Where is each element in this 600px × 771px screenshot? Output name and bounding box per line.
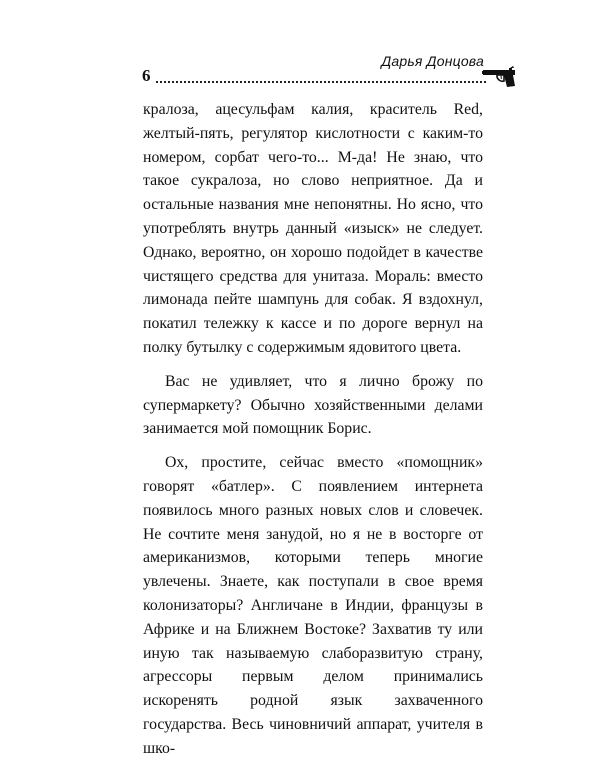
running-header bbox=[140, 44, 516, 100]
author-name: Дарья Донцова bbox=[381, 53, 484, 69]
paragraph-2: Вас не удивляет, что я лично брожу по супермаркету? Обычно хозяйственными делами занимается мой помощник Борис. bbox=[143, 372, 483, 438]
page-number: 6 bbox=[142, 66, 151, 85]
paragraph-1: кралоза, ацесульфам калия, краситель Red, желтый-пять, регулятор кислотности с каким-то номером, сорбат чего-то... М-да! Не знаю, что такое сукралоза, но слово неприятное. Да и остальные названия мне непонятны. Но ясно, что употреблять внутрь данный «изыск» не следует. Однако, вероятно, он хорошо подойдет в качестве чистящего средства для унитаза. Мораль: вместо лимонада пейте шампунь для собак. Я вздохнул, покатил тележку к кассе и по дороге вернул на полку бутылку с содержимым ядовитого цвета. bbox=[143, 101, 483, 356]
dot-leader bbox=[156, 81, 486, 83]
body-text bbox=[143, 98, 483, 771]
paragraph-3: Ох, простите, сейчас вместо «помощник» говорят «батлер». С появлением интернета появилось много разных новых слов и словечек. Не сочтите меня занудой, но я не в восторге от американизмов, которыми теперь многие увлечены. Знаете, как поступали в свое время колонизаторы? Англичане в Индии, французы в Африке и на Ближнем Востоке? Захватив ту или иную так называемую слаборазвитую страну, агрессоры первым делом принимались искоренять родной язык захваченного государства. Весь чиновничий аппарат, учителя в шко- bbox=[143, 454, 483, 757]
pistol-icon bbox=[482, 66, 516, 88]
